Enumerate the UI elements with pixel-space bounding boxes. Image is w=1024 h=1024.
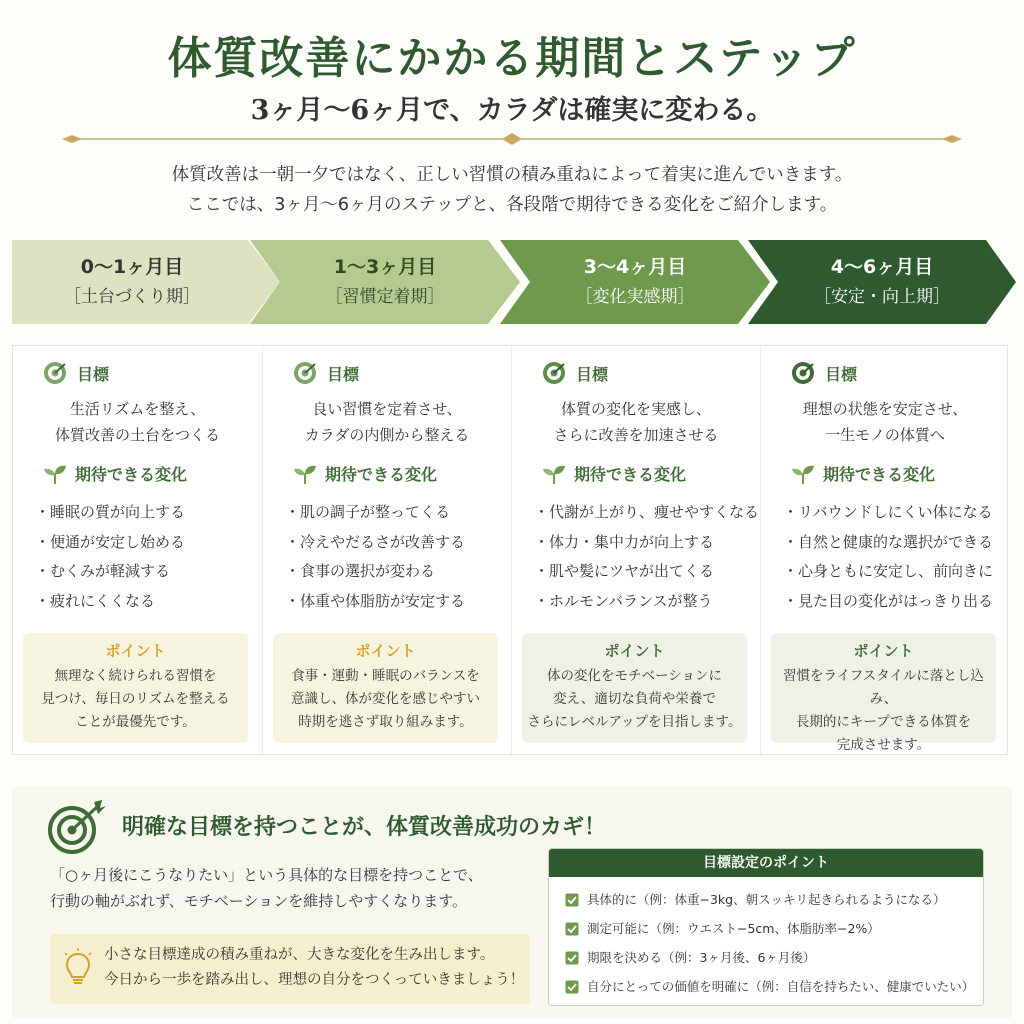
point-box [273,633,498,743]
sprout-icon [542,463,566,485]
intro-text [0,160,1024,220]
list-item: ・ 代謝が上がり、痩せやすくなる [534,498,759,528]
stage-arrow-2 [250,240,520,324]
goal-line: カラダの内側から整える [304,426,470,444]
goal-point-item [565,972,983,1001]
goal-heading [293,360,359,386]
point-line: 食事・運動・睡眠のバランスを [291,668,480,684]
list-item: ・ 肌の調子が整ってくる [285,498,465,528]
stage-phase: ［土台づくり期］ [64,287,200,307]
list-item: ・ 睡眠の質が向上する [35,498,185,528]
list-item: ・ むくみが軽減する [35,557,185,587]
point-line: さらにレベルアップを目指します。 [527,714,742,730]
stage-card-2 [262,346,511,754]
changes-heading [542,462,686,485]
page-subtitle: 3ヶ月〜6ヶ月で、カラダは確実に変わる。 [250,95,774,126]
list-item: ・ 食事の選択が変わる [285,557,465,587]
goal-label: 目標 [825,364,858,384]
list-item: ・ リバウンドしにくい体になる [783,498,993,528]
ornamental-divider [60,128,964,150]
goal-heading [791,360,857,386]
goal-points-box [548,848,984,1006]
changes-label: 期待できる変化 [75,465,188,484]
goal-text [512,396,760,448]
point-line: 完成させます。 [836,737,931,753]
list-item: ・ 見た目の変化がはっきり出る [783,587,993,617]
goal-point-item [565,914,983,943]
target-icon [43,360,69,386]
stage-phase: ［安定・向上期］ [814,287,950,307]
list-item: ・ 疲れにくくなる [35,587,185,617]
sprout-icon [293,463,317,485]
lightbulb-icon [64,948,92,988]
stage-arrow-3 [500,240,770,324]
stage-arrow-4 [748,240,1016,324]
stage-period: 3〜4ヶ月目 [583,256,687,278]
changes-heading [791,462,935,485]
stage-card-1 [13,346,262,754]
changes-label: 期待できる変化 [823,465,936,484]
goal-setting-section [12,786,1012,1018]
point-line: 時期を逃さず取り組みます。 [298,714,473,730]
goal-point-text: 自分にとっての価値を明確に（例：自信を持ちたい、健康でいたい） [587,979,975,994]
checkbox-icon [565,922,579,936]
section-text-line: 行動の軸がぶれず、モチベーションを維持しやすくなります。 [50,892,468,910]
goal-heading [43,360,109,386]
goal-text [761,396,1009,448]
goal-line: 体質の変化を実感し、 [560,400,711,418]
goal-label: 目標 [576,364,609,384]
goal-text [13,396,262,448]
goal-heading [542,360,608,386]
point-label: ポイント [355,642,416,660]
intro-line: 体質改善は一朝一夕ではなく、正しい習慣の積み重ねによって着実に進んでいきます。 [171,165,853,185]
changes-list [534,498,759,616]
point-box [23,633,248,743]
section-text [50,862,483,914]
sprout-icon [43,463,67,485]
list-item: ・ ホルモンバランスが整う [534,587,759,617]
changes-list [285,498,465,616]
checkbox-icon [565,893,579,907]
point-line: 無理なく続けられる習慣を [54,668,217,684]
goal-line: 一生モノの体質へ [825,426,945,444]
point-box [771,633,996,753]
stage-cards [12,345,1008,755]
stage-period: 0〜1ヶ月目 [80,256,184,278]
stage-phase: ［習慣定着期］ [325,287,445,307]
goal-point-item [565,885,983,914]
list-item: ・ 心身ともに安定し、前向きに [783,557,993,587]
goal-points-title: 目標設定のポイント [549,849,983,877]
goal-line: 良い習慣を定着させ、 [312,400,462,418]
changes-label: 期待できる変化 [325,465,438,484]
goal-points-list [549,877,983,1001]
goal-line: 生活リズムを整え、 [69,400,206,418]
list-item: ・ 便通が安定し始める [35,528,185,558]
point-line: 体の変化をモチベーションに [547,668,722,684]
note-line: 今日から一歩を踏み出し、理想の自分をつくっていきましょう！ [104,972,525,988]
page-title: 体質改善にかかる期間とステップ [167,33,857,84]
goal-point-text: 具体的に（例：体重−3kg、朝スッキリ起きられるようになる） [587,892,946,907]
target-arrow-icon [46,796,110,856]
intro-line: ここでは、3ヶ月〜6ヶ月のステップと、各段階で期待できる変化をご紹介します。 [186,195,838,215]
stage-phase: ［変化実感期］ [575,287,695,307]
point-line: 習慣をライフスタイルに落とし込み、 [783,668,984,707]
goal-line: 理想の状態を安定させ、 [802,400,968,418]
goal-point-text: 測定可能に（例：ウエスト−5cm、体脂肪率−2%） [587,921,880,936]
changes-list [35,498,185,616]
list-item: ・ 体重や体脂肪が安定する [285,587,465,617]
checkbox-icon [565,980,579,994]
stage-card-3 [511,346,760,754]
changes-list [783,498,993,616]
changes-heading [43,462,187,485]
point-label: ポイント [105,642,166,660]
list-item: ・ 肌や髪にツヤが出てくる [534,557,759,587]
list-item: ・ 冷えやだるさが改善する [285,528,465,558]
point-label: ポイント [604,642,665,660]
goal-line: 体質改善の土台をつくる [54,426,220,444]
stage-timeline [12,240,1016,324]
point-line: ことが最優先です。 [75,714,196,730]
changes-label: 期待できる変化 [574,465,687,484]
goal-point-item [565,943,983,972]
goal-text [263,396,511,448]
point-line: 長期的にキープできる体質を [795,714,972,730]
goal-line: さらに改善を加速させる [553,426,719,444]
stage-card-4 [760,346,1009,754]
target-icon [293,360,319,386]
target-icon [791,360,817,386]
list-item: ・ 自然と健康的な選択ができる [783,528,993,558]
section-title: 明確な目標を持つことが、体質改善成功のカギ！ [122,815,607,840]
checkbox-icon [565,951,579,965]
point-line: 見つけ、毎日のリズムを整える [41,691,230,707]
goal-label: 目標 [77,364,110,384]
point-label: ポイント [853,642,914,660]
changes-heading [293,462,437,485]
target-icon [542,360,568,386]
note-line: 小さな目標達成の積み重ねが、大きな変化を生み出します。 [104,947,495,963]
stage-period: 4〜6ヶ月目 [830,256,934,278]
stage-period: 1〜3ヶ月目 [333,256,437,278]
point-box [522,633,747,743]
point-line: 変え、適切な負荷や栄養で [553,691,716,707]
sprout-icon [791,463,815,485]
goal-point-text: 期限を決める（例：3ヶ月後、6ヶ月後） [587,950,816,965]
encouragement-note [50,934,530,1004]
section-text-line: 「○ヶ月後にこうなりたい」という具体的な目標を持つことで、 [50,866,483,884]
stage-arrow-1 [12,240,280,324]
list-item: ・ 体力・集中力が向上する [534,528,759,558]
point-line: 意識し、体が変化を感じやすい [291,691,480,707]
goal-label: 目標 [327,364,360,384]
